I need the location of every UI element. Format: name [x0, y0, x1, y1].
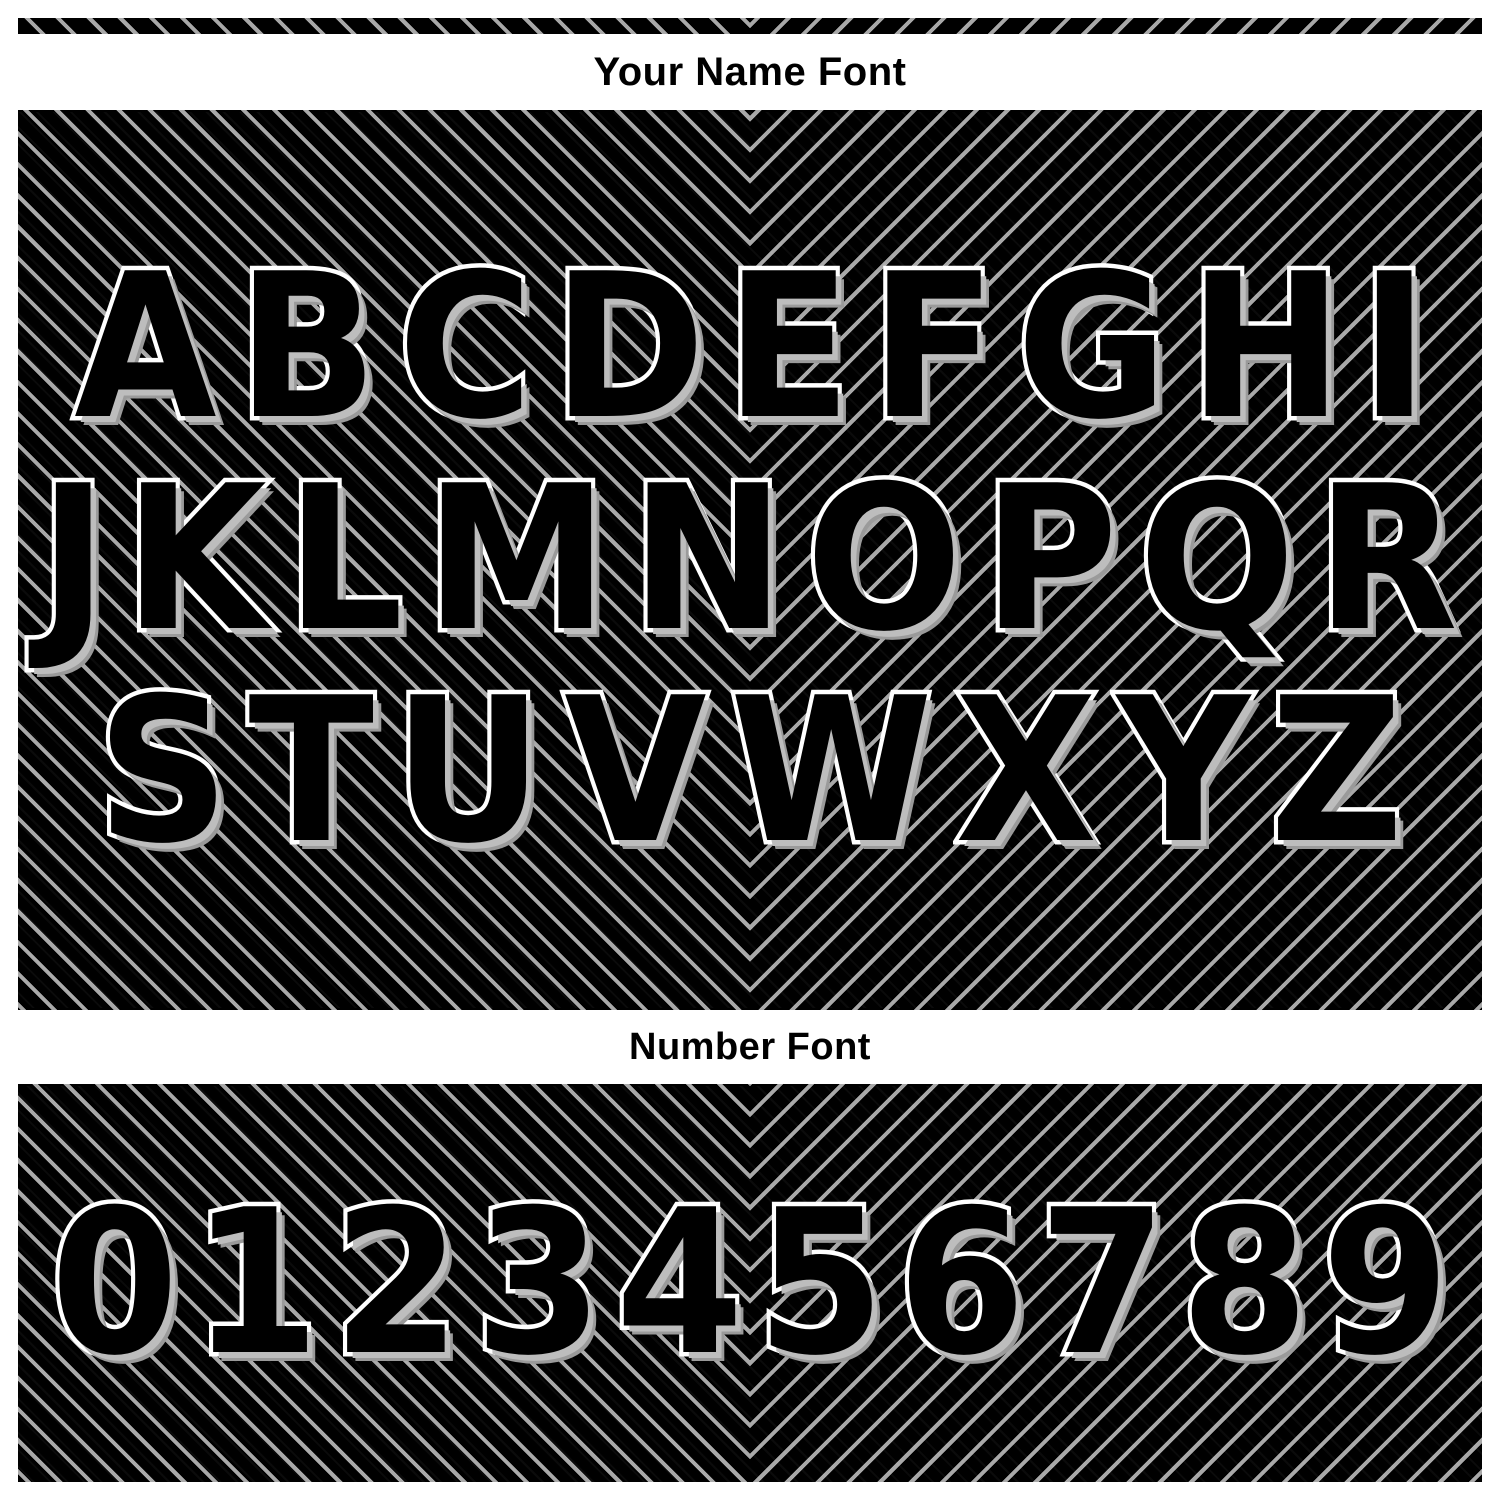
glyph: 5 [756, 1167, 885, 1400]
alphabet-row [38, 655, 1462, 888]
glyph: N [630, 443, 785, 676]
glyph: B [237, 231, 378, 464]
name-font-label-bar [18, 34, 1482, 110]
glyph: 0 [50, 1167, 179, 1400]
glyph: Q [1138, 443, 1296, 676]
glyph: 4 [615, 1167, 744, 1400]
number-font-label-bar [18, 1010, 1482, 1084]
glyph: Y [1117, 655, 1251, 888]
glyph: K [124, 443, 268, 676]
name-font-label: Your Name Font [593, 49, 907, 94]
glyph: 3 [474, 1167, 603, 1400]
glyph: A [74, 231, 217, 464]
glyph: V [563, 655, 707, 888]
glyph: O [806, 443, 963, 676]
glyph: S [96, 655, 230, 888]
glyph: 7 [1038, 1167, 1167, 1400]
glyph: F [870, 231, 997, 464]
glyph: G [1016, 231, 1168, 464]
glyph: W [729, 655, 933, 888]
glyph: H [1188, 231, 1343, 464]
glyph: U [393, 655, 544, 888]
glyph: R [1316, 443, 1458, 676]
glyph: 1 [191, 1167, 320, 1400]
alphabet-row [38, 231, 1462, 464]
alphabet-row [38, 443, 1462, 676]
glyph: C [397, 231, 533, 464]
alphabet-preview [18, 112, 1482, 1008]
glyph: D [553, 231, 706, 464]
glyph: E [725, 231, 852, 464]
glyph: 2 [333, 1167, 462, 1400]
glyph: J [39, 443, 108, 676]
glyph: X [955, 655, 1098, 888]
glyph: T [248, 655, 374, 888]
glyph: I [1360, 231, 1429, 464]
glyph: 9 [1321, 1167, 1450, 1400]
numbers-row [18, 1167, 1482, 1400]
glyph: P [983, 443, 1119, 676]
glyph: 6 [897, 1167, 1026, 1400]
glyph: 8 [1180, 1167, 1309, 1400]
number-font-label: Number Font [629, 1025, 871, 1068]
glyph: Z [1269, 655, 1404, 888]
glyph: M [424, 443, 608, 676]
glyph: L [286, 443, 404, 676]
numbers-preview [18, 1086, 1482, 1482]
